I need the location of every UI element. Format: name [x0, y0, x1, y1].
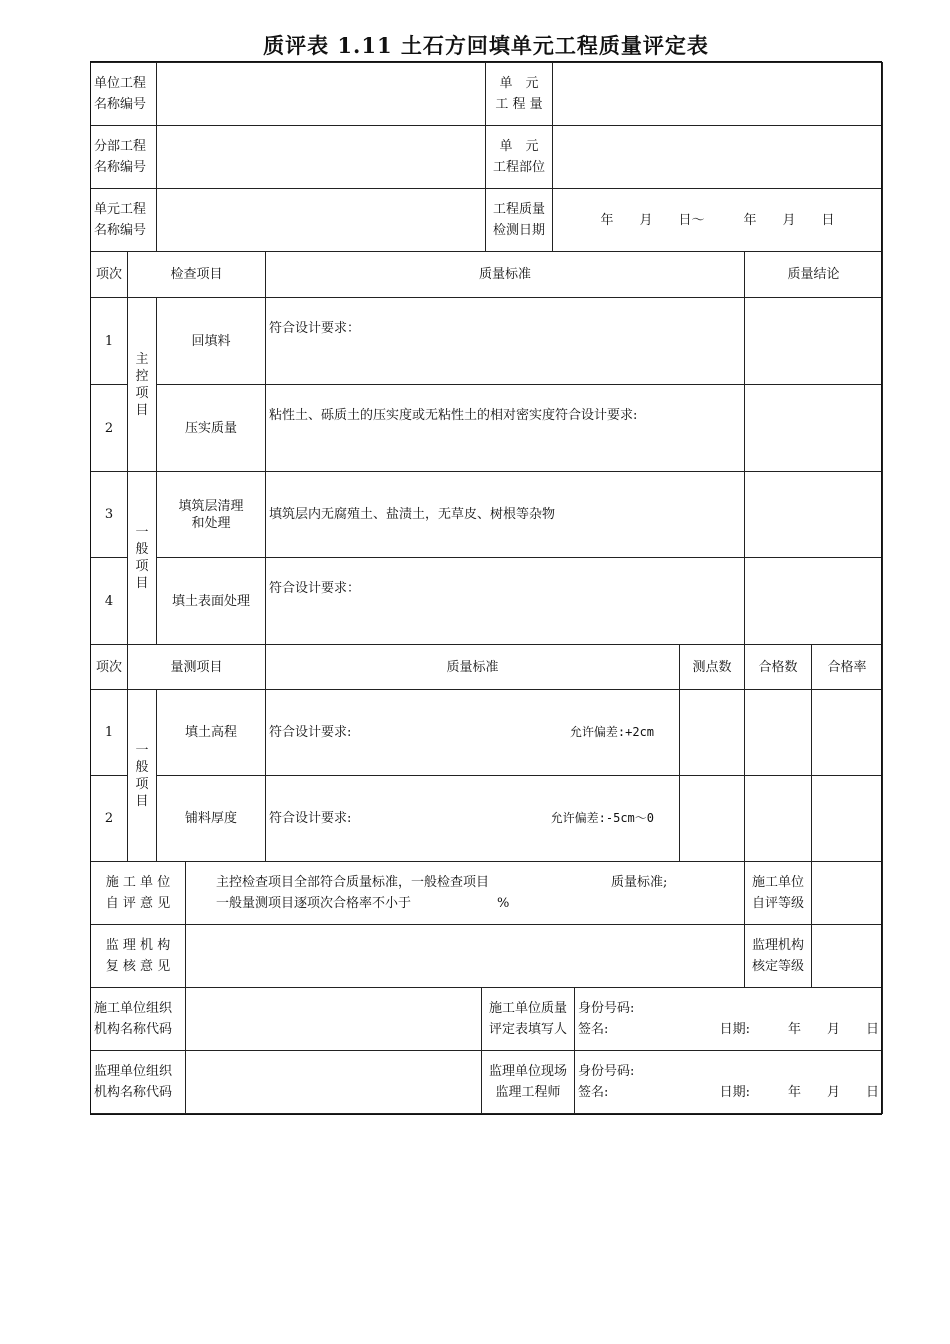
contractor-signature-field[interactable]: 身份号码: 签名: 日期: 年 月 日 [575, 988, 883, 1051]
row-standard: 符合设计要求: 允许偏差:-5cm～0 [266, 776, 680, 862]
row-standard: 符合设计要求： [266, 298, 745, 385]
row-standard: 符合设计要求: 允许偏差:+2cm [266, 690, 680, 776]
header-table [90, 62, 883, 252]
row-seq: 1 [91, 690, 128, 776]
col-pass-header: 合格数 [745, 645, 812, 690]
contractor-role-label: 施工单位质量 评定表填写人 [482, 988, 575, 1051]
row-standard: 填筑层内无腐殖土、盐渍土，无草皮、树根等杂物 [266, 472, 745, 558]
col-standard-header: 质量标准 [266, 252, 745, 298]
contractor-org-field[interactable] [186, 988, 482, 1051]
col-item-header: 量测项目 [128, 645, 266, 690]
unit-part-field[interactable] [553, 126, 883, 189]
row-rate-field[interactable] [812, 776, 883, 862]
supervisor-role-label: 监理单位现场 监理工程师 [482, 1051, 575, 1114]
supervision-grade-label: 监理机构 核定等级 [745, 925, 812, 988]
row-item: 铺料厚度 [157, 776, 266, 862]
self-grade-field[interactable] [812, 862, 883, 925]
col-conclusion-header: 质量结论 [745, 252, 883, 298]
unit-project-label: 单位工程 名称编号 [91, 63, 157, 126]
element-project-label: 单元工程 名称编号 [91, 189, 157, 252]
col-seq-header: 项次 [91, 252, 128, 298]
row-item: 填土表面处理 [157, 558, 266, 645]
inspect-date-field[interactable]: 年 月 日～ 年 月 日 [553, 189, 883, 252]
row-seq: 2 [91, 776, 128, 862]
row-item: 填土高程 [157, 690, 266, 776]
self-grade-label: 施工单位 自评等级 [745, 862, 812, 925]
supervisor-org-field[interactable] [186, 1051, 482, 1114]
table-row [91, 776, 883, 862]
unit-part-label: 单 元 工程部位 [486, 126, 553, 189]
signature-table [90, 987, 883, 1114]
row-item: 压实质量 [157, 385, 266, 472]
row-standard: 粘性土、砾质土的压实度或无粘性土的相对密实度符合设计要求: [266, 385, 745, 472]
measurement-table [90, 644, 883, 862]
inspect-date-label: 工程质量 检测日期 [486, 189, 553, 252]
table-row [91, 298, 883, 385]
row-item: 回填料 [157, 298, 266, 385]
contractor-org-label: 施工单位组织 机构名称代码 [91, 988, 186, 1051]
unit-project-field[interactable] [157, 63, 486, 126]
supervision-label: 监 理 机 构 复 核 意 见 [91, 925, 186, 988]
row-item: 填筑层清理 和处理 [157, 472, 266, 558]
row-pass-field[interactable] [745, 776, 812, 862]
supervisor-org-label: 监理单位组织 机构名称代码 [91, 1051, 186, 1114]
col-seq-header: 项次 [91, 645, 128, 690]
main-group-label: 主控项目 [128, 298, 157, 472]
row-seq: 2 [91, 385, 128, 472]
col-standard-header: 质量标准 [266, 645, 680, 690]
row-pass-field[interactable] [745, 690, 812, 776]
row-conclusion-field[interactable] [745, 558, 883, 645]
measure-group-label: 一般项目 [128, 690, 157, 862]
supervision-grade-field[interactable] [812, 925, 883, 988]
element-project-field[interactable] [157, 189, 486, 252]
col-item-header: 检查项目 [128, 252, 266, 298]
table-row [91, 472, 883, 558]
table-row [91, 558, 883, 645]
table-row [91, 690, 883, 776]
row-conclusion-field[interactable] [745, 472, 883, 558]
row-points-field[interactable] [680, 690, 745, 776]
row-seq: 1 [91, 298, 128, 385]
self-eval-label: 施 工 单 位 自 评 意 见 [91, 862, 186, 925]
row-conclusion-field[interactable] [745, 385, 883, 472]
opinion-table [90, 861, 883, 988]
form-title: 质评表 1.11 土石方回填单元工程质量评定表 [263, 33, 709, 58]
supervisor-signature-field[interactable]: 身份号码: 签名: 日期: 年 月 日 [575, 1051, 883, 1114]
row-seq: 3 [91, 472, 128, 558]
row-rate-field[interactable] [812, 690, 883, 776]
row-standard: 符合设计要求： [266, 558, 745, 645]
row-seq: 4 [91, 558, 128, 645]
row-points-field[interactable] [680, 776, 745, 862]
unit-quantity-label: 单 元 工 程 量 [486, 63, 553, 126]
division-project-field[interactable] [157, 126, 486, 189]
inspection-table [90, 251, 883, 645]
table-row [91, 385, 883, 472]
col-points-header: 测点数 [680, 645, 745, 690]
row-conclusion-field[interactable] [745, 298, 883, 385]
division-project-label: 分部工程 名称编号 [91, 126, 157, 189]
general-group-label: 一般项目 [128, 472, 157, 645]
unit-quantity-field[interactable] [553, 63, 883, 126]
supervision-opinion-field[interactable] [186, 925, 745, 988]
col-rate-header: 合格率 [812, 645, 883, 690]
self-eval-text[interactable]: 主控检查项目全部符合质量标准，一般检查项目 质量标准; 一般量测项目逐项次合格率不小于 % [186, 862, 745, 925]
